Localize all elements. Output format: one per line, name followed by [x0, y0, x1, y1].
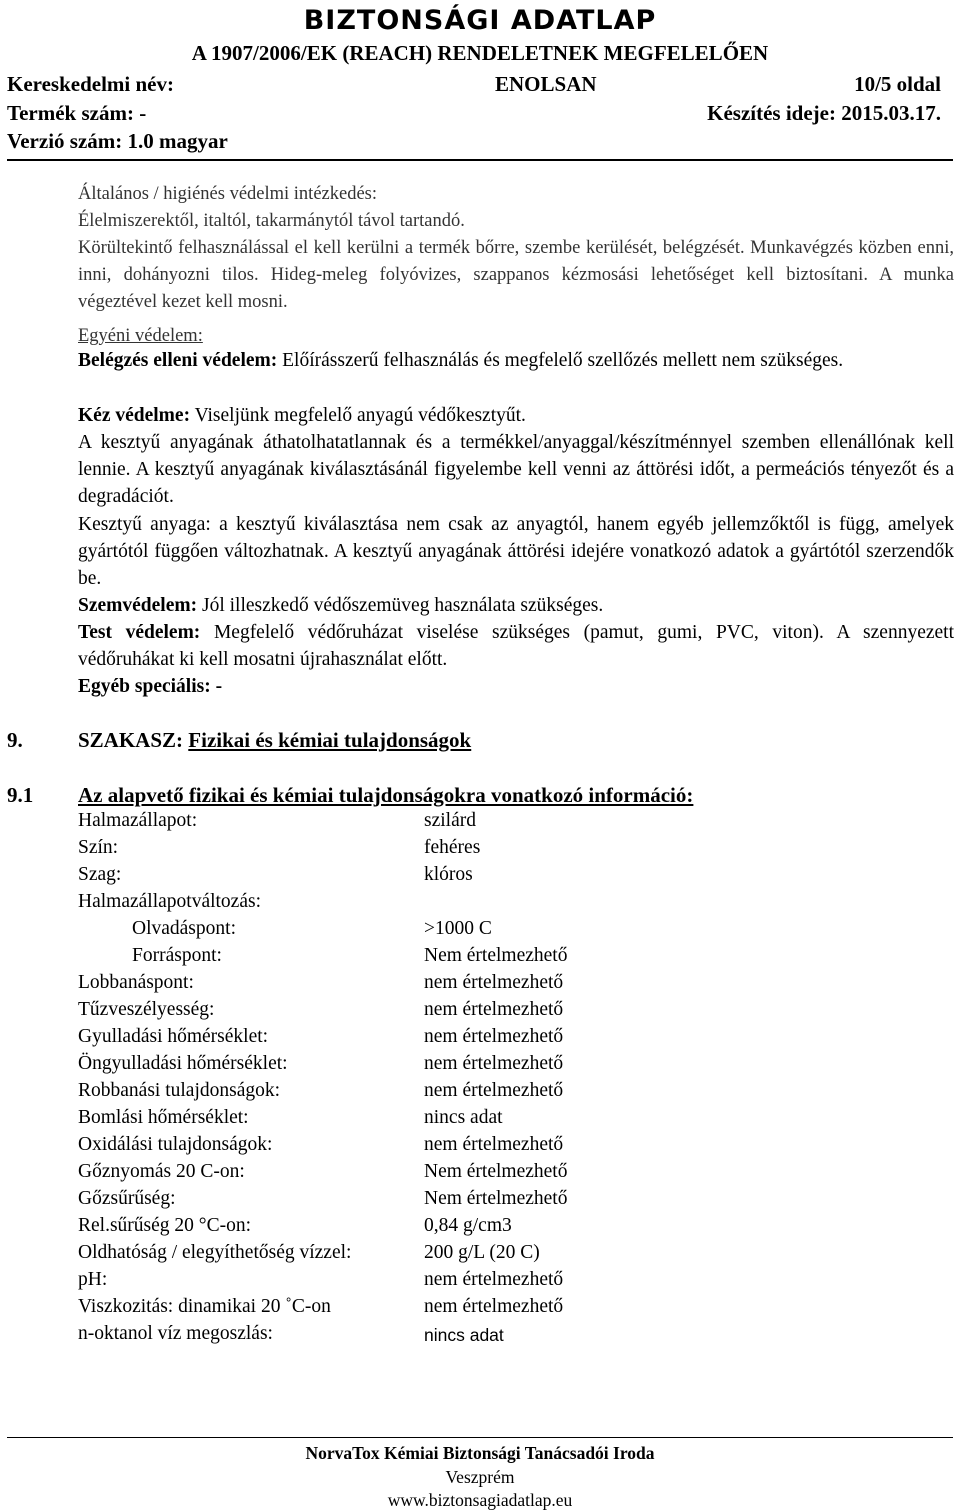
- property-label: Rel.sűrűség 20 °C-on:: [78, 1215, 251, 1236]
- body-text: Megfelelő védőruházat viselése szükséges (pamut, gumi, PVC, viton). A szennyezett védőruhákat ki kell mosatni újrahasználat előtt.: [78, 622, 954, 670]
- property-value: 0,84 g/cm3: [424, 1215, 512, 1236]
- document-title: BIZTONSÁGI ADATLAP: [303, 5, 657, 36]
- property-value: nincs adat: [424, 1107, 503, 1128]
- property-label: Gőzsűrűség:: [78, 1188, 176, 1209]
- footer-org: NorvaTox Kémiai Biztonsági Tanácsadói Iroda: [305, 1443, 655, 1463]
- ppe-heading: Egyéni védelem:: [78, 326, 203, 346]
- property-label: Olvadáspont:: [132, 918, 236, 939]
- property-row: [78, 1053, 638, 1080]
- property-label: n-oktanol víz megoszlás:: [78, 1323, 273, 1344]
- property-row: [78, 918, 638, 945]
- header-divider: [7, 159, 953, 161]
- property-value: nem értelmezhető: [424, 1026, 564, 1047]
- hand-label: Kéz védelme:: [78, 405, 191, 426]
- breathing-text: Előírásszerű felhasználás és megfelelő szellőzés mellett nem szükséges.: [277, 350, 844, 371]
- footer-city: Veszprém: [445, 1467, 515, 1487]
- property-value: nem értelmezhető: [424, 1053, 564, 1074]
- version-number: Verzió szám: 1.0 magyar: [7, 129, 228, 153]
- hygiene-block: [78, 181, 954, 316]
- section-9-label: SZAKASZ:: [78, 728, 189, 752]
- property-row: [78, 837, 638, 864]
- body-label: Test védelem:: [78, 622, 201, 643]
- property-label: Oldhatóság / elegyíthetőség vízzel:: [78, 1242, 352, 1263]
- property-value: nem értelmezhető: [424, 1296, 564, 1317]
- property-label: Szín:: [78, 837, 119, 858]
- property-row: [78, 1026, 638, 1053]
- page-number: 10/5 oldal: [854, 72, 941, 96]
- breathing-protection: [78, 347, 954, 374]
- property-value: nem értelmezhető: [424, 1269, 564, 1290]
- breathing-label: Belégzés elleni védelem:: [78, 350, 278, 371]
- property-value: >1000 C: [424, 918, 492, 939]
- property-value: 200 g/L (20 C): [424, 1242, 540, 1263]
- property-row: [78, 1188, 638, 1215]
- property-value: Nem értelmezhető: [424, 1161, 568, 1182]
- prepared-date: Készítés ideje: 2015.03.17.: [707, 101, 941, 125]
- subsection-9-1-heading: [7, 783, 694, 808]
- property-value: Nem értelmezhető: [424, 1188, 568, 1209]
- property-value: fehéres: [424, 837, 481, 858]
- property-row: [78, 1296, 638, 1323]
- property-label: Lobbanáspont:: [78, 972, 194, 993]
- section-9-heading: [7, 728, 472, 753]
- property-row: [78, 1161, 638, 1188]
- property-row: [78, 1269, 638, 1296]
- property-row: [78, 1134, 638, 1161]
- property-label: pH:: [78, 1269, 108, 1290]
- hand-protection: [78, 402, 954, 429]
- other-special: Egyéb speciális: -: [78, 676, 223, 697]
- trade-name: ENOLSAN: [495, 72, 597, 96]
- property-value: nincs adat: [424, 1325, 504, 1345]
- property-label: Oxidálási tulajdonságok:: [78, 1134, 273, 1155]
- footer-website: www.biztonsagiadatlap.eu: [387, 1490, 573, 1510]
- property-value: szilárd: [424, 810, 476, 831]
- property-label: Öngyulladási hőmérséklet:: [78, 1053, 288, 1074]
- eye-protection: [78, 592, 954, 619]
- property-label: Gőznyomás 20 C-on:: [78, 1161, 245, 1182]
- product-number: Termék szám: -: [7, 101, 147, 125]
- glove-paragraph: A kesztyű anyagának áthatolhatatlannak és a termékkel/anyaggal/készítménnyel szemben ellenállónak kell lennie. A kesztyű anyagának kiválasztásánál figyelembe kell venni az áttörési időt, a permeációs tényezőt és a degradációt.: [78, 432, 954, 507]
- section-9-number: 9.: [7, 728, 23, 752]
- property-label: Forráspont:: [132, 945, 222, 966]
- property-row: [78, 999, 638, 1026]
- property-row: [78, 972, 638, 999]
- property-row: [78, 1323, 638, 1350]
- subsection-9-1-number: 9.1: [7, 783, 34, 807]
- property-label: Gyulladási hőmérséklet:: [78, 1026, 269, 1047]
- property-row: [78, 891, 638, 918]
- document-subtitle: A 1907/2006/EK (REACH) RENDELETNEK MEGFELELŐEN: [191, 41, 769, 65]
- property-value: klóros: [424, 864, 473, 885]
- hygiene-line-1: Élelmiszerektől, italtól, takarmánytól távol tartandó.: [78, 211, 465, 231]
- property-row: [78, 810, 638, 837]
- trade-name-label: Kereskedelmi név:: [7, 72, 174, 96]
- property-row: [78, 864, 638, 891]
- property-list: [78, 810, 638, 1350]
- property-label: Szag:: [78, 864, 122, 885]
- property-row: [78, 945, 638, 972]
- property-label: Viszkozitás: dinamikai 20 ˚C-on: [78, 1296, 331, 1317]
- property-value: nem értelmezhető: [424, 1080, 564, 1101]
- property-value: nem értelmezhető: [424, 999, 564, 1020]
- eye-label: Szemvédelem:: [78, 595, 198, 616]
- footer-divider: [7, 1437, 953, 1438]
- hand-text: Viseljünk megfelelő anyagú védőkesztyűt.: [190, 405, 526, 426]
- header-row-3: [7, 129, 947, 156]
- section-9-title: Fizikai és kémiai tulajdonságok: [188, 728, 472, 752]
- subsection-9-1-title: Az alapvető fizikai és kémiai tulajdonságokra vonatkozó információ:: [78, 783, 694, 807]
- hygiene-line-2: Körültekintő felhasználással el kell kerülni a termék bőrre, szembe kerülését, belégzését. Munkavégzés közben enni, inni, dohányozni tilos. Hideg-meleg folyóvizes, szappanos kézmosási lehetőséget kell biztosítani. A munka végeztével kezet kell mosni.: [78, 238, 954, 312]
- body-protection: [78, 619, 954, 673]
- property-value: nem értelmezhető: [424, 972, 564, 993]
- property-label: Halmazállapot:: [78, 810, 198, 831]
- property-row: [78, 1242, 638, 1269]
- eye-text: Jól illeszkedő védőszemüveg használata szükséges.: [197, 595, 604, 616]
- property-label: Halmazállapotváltozás:: [78, 891, 262, 912]
- hygiene-heading: Általános / higiénés védelmi intézkedés:: [78, 184, 377, 204]
- property-row: [78, 1080, 638, 1107]
- property-value: Nem értelmezhető: [424, 945, 568, 966]
- property-label: Bomlási hőmérséklet:: [78, 1107, 249, 1128]
- header-row-2: [7, 101, 947, 128]
- header-row-1: [7, 72, 947, 99]
- section-9-title-wrap: [78, 728, 471, 753]
- property-label: Tűzveszélyesség:: [78, 999, 215, 1020]
- property-label: Robbanási tulajdonságok:: [78, 1080, 281, 1101]
- glove-material-paragraph: Kesztyű anyaga: a kesztyű kiválasztása nem csak az anyagtól, hanem egyéb jellemzőktől is függ, amelyek gyártótól függően változhatnak. A kesztyű anyagának áttörési idejére vonatkozó adatok a gyártótól szerzendők be.: [78, 514, 954, 589]
- property-row: [78, 1107, 638, 1134]
- property-value: nem értelmezhető: [424, 1134, 564, 1155]
- property-row: [78, 1215, 638, 1242]
